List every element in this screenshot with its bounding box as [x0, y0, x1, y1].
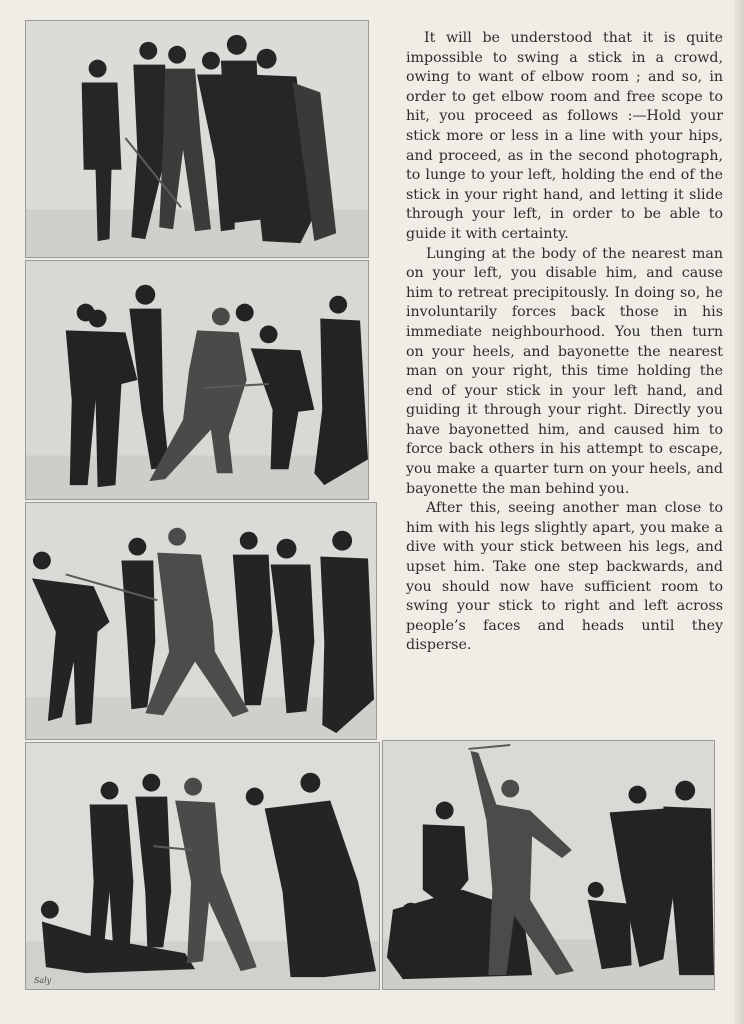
swinging-stick-illustration [383, 741, 714, 989]
photograph-lunge-left [25, 260, 369, 500]
photograph-bayonette-right [25, 502, 377, 740]
paragraph-2: Lunging at the body of the nearest man on your left, you disable him, and cause him to retreat precipitously. In doing so, he involuntarily forces back those in his immediate neighbourhood. You then turn on your heels, and bayonette the nearest man on your right, this time holding the end of your stick in your left hand, and guiding it through your right. Directly you have bayonetted him, and caused him to force back others in his attempt to escape, you make a quarter turn on your heels, and bayonette the man behind you. [406, 245, 723, 497]
paragraph-1: It will be understood that it is quite impossible to swing a stick in a crowd, owing to want of elbow room ; and so, in order to get elbow room and free scope to hit, you proceed as follows :—Hold your stick more or less in a line with your hips, and proceed, as in the second photograph, to lunge to your left, holding the end of the stick in your right hand, and letting it slide through your left, in order to be able to guide it with certainty. [406, 30, 723, 242]
lunge-left-illustration [26, 261, 368, 499]
article-text [406, 29, 723, 656]
photo-signature: Saly [33, 976, 52, 986]
paragraph-3: After this, seeing another man close to him with his legs slightly apart, you make a dive with your stick between his legs, and upset him. Take one step backwards, and you should now have sufficient room to swing your stick to right and left across people’s faces and heads until they disperse. [406, 500, 723, 654]
photograph-swinging-stick [382, 740, 715, 990]
photograph-upset-man [25, 742, 380, 990]
paper-edge [734, 0, 744, 1024]
upset-man-illustration [26, 743, 379, 989]
photograph-crowd-closing-in [25, 20, 369, 258]
crowd-figures-illustration [26, 21, 368, 257]
bayonette-right-illustration [26, 503, 376, 739]
